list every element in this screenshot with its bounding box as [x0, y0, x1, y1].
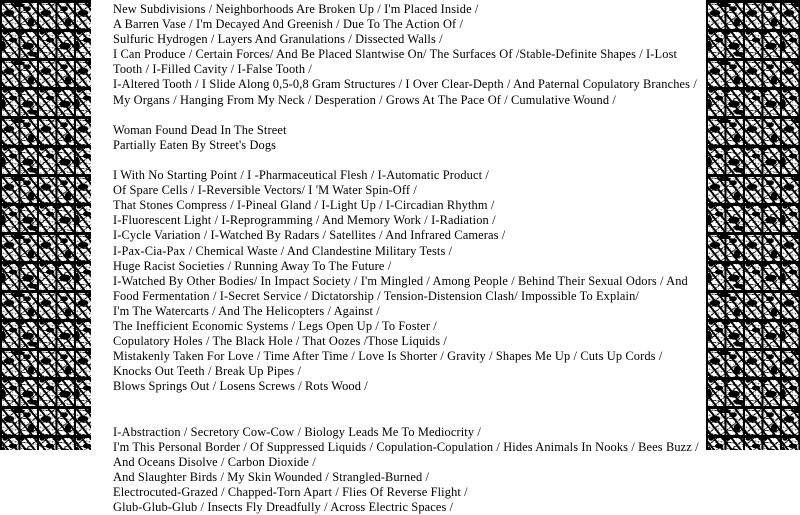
poem-line: Huge Racist Societies / Running Away To The Future /: [113, 258, 392, 273]
poem-line: New Subdivisions / Neighborhoods Are Broken Up / I'm Placed Inside /: [113, 2, 479, 16]
poem-line: I-Altered Tooth / I Slide Along 0,5-0,8 Gram Structures / I Over Clear-Depth / And Paternal Copulatory Branches /: [113, 77, 697, 92]
poem-line: The Inefficient Economic Systems / Legs Open Up / To Foster /: [113, 318, 437, 333]
poem-line: Electrocuted-Grazed / Chapped-Torn Apart / Flies Of Reverse Flight /: [113, 485, 468, 499]
left-border-ornament: [0, 0, 91, 450]
poem-line: I'm This Personal Border / Of Suppressed Liquids / Copulation-Copulation / Hides Animals In Nooks / Bees Buzz /: [113, 439, 699, 454]
poem-line: A Barren Vase / I'm Decayed And Greenish / Due To The Action Of /: [113, 17, 464, 32]
poem-line: Blows Springs Out / Losens Screws / Rots Wood /: [113, 379, 368, 394]
poem-line: Woman Found Dead In The Street: [113, 122, 287, 137]
poem-line: Knocks Out Teeth / Break Up Pipes /: [113, 364, 302, 379]
poem-line: I-Pax-Cia-Pax / Chemical Waste / And Clandestine Military Tests /: [113, 243, 453, 258]
poem-blank-line: [113, 394, 705, 409]
poem-line: That Stones Compress / I-Pineal Gland / I-Light Up / I-Circadian Rhythm /: [113, 198, 495, 213]
poem-line: I Can Produce / Certain Forces/ And Be Placed Slantwise On/ The Surfaces Of /Stable-Definite Shapes / I-Lost: [113, 47, 678, 62]
poem-line: I With No Starting Point / I -Pharmaceutical Flesh / I-Automatic Product /: [113, 168, 489, 183]
poem-line: Food Fermentation / I-Secret Service / Dictatorship / Tension-Distension Clash/ Impossible To Explain/: [113, 288, 639, 303]
poem-blank-line: [113, 108, 705, 123]
poem-line: Copulatory Holes / The Black Hole / That Oozes /Those Liquids /: [113, 334, 447, 349]
poem-line: I'm The Watercarts / And The Helicopters / Against /: [113, 303, 380, 318]
poem-line: I-Abstraction / Secretory Cow-Cow / Biology Leads Me To Mediocrity /: [113, 424, 481, 439]
poem-line: Glub-Glub-Glub / Insects Fly Dreadfully / Across Electric Spaces /: [113, 500, 454, 515]
poem-text-block: [113, 2, 705, 515]
poem-line: Mistakenly Taken For Love / Time After Time / Love Is Shorter / Gravity / Shapes Me Up / Cuts Up Cords /: [113, 349, 663, 364]
poem-line: I-Fluorescent Light / I-Reprogramming / And Memory Work / I-Radiation /: [113, 213, 496, 228]
poem-line: I-Watched By Other Bodies/ In Impact Society / I'm Mingled / Among People / Behind Their Sexual Odors / And: [113, 273, 688, 288]
poem-line: Sulfuric Hydrogen / Layers And Granulations / Dissected Walls /: [113, 32, 443, 47]
poem-line: Tooth / I-Filled Cavity / I-False Tooth /: [113, 62, 312, 77]
poem-line: And Slaughter Birds / My Skin Wounded / Strangled-Burned /: [113, 469, 430, 484]
poem-blank-line: [113, 410, 705, 425]
poem-line: I-Cycle Variation / I-Watched By Radars / Satellites / And Infrared Cameras /: [113, 228, 506, 243]
poem-line: Partially Eaten By Street's Dogs: [113, 137, 277, 152]
right-border-ornament: [706, 0, 800, 450]
poem-line: Of Spare Cells / I-Reversible Vectors/ I 'M Water Spin-Off /: [113, 183, 417, 198]
poem-line: My Organs / Hanging From My Neck / Desperation / Grows At The Pace Of / Cumulative Wound /: [113, 92, 616, 107]
poem-line: And Oceans Disolve / Carbon Dioxide /: [113, 454, 316, 469]
poem-blank-line: [113, 153, 705, 168]
